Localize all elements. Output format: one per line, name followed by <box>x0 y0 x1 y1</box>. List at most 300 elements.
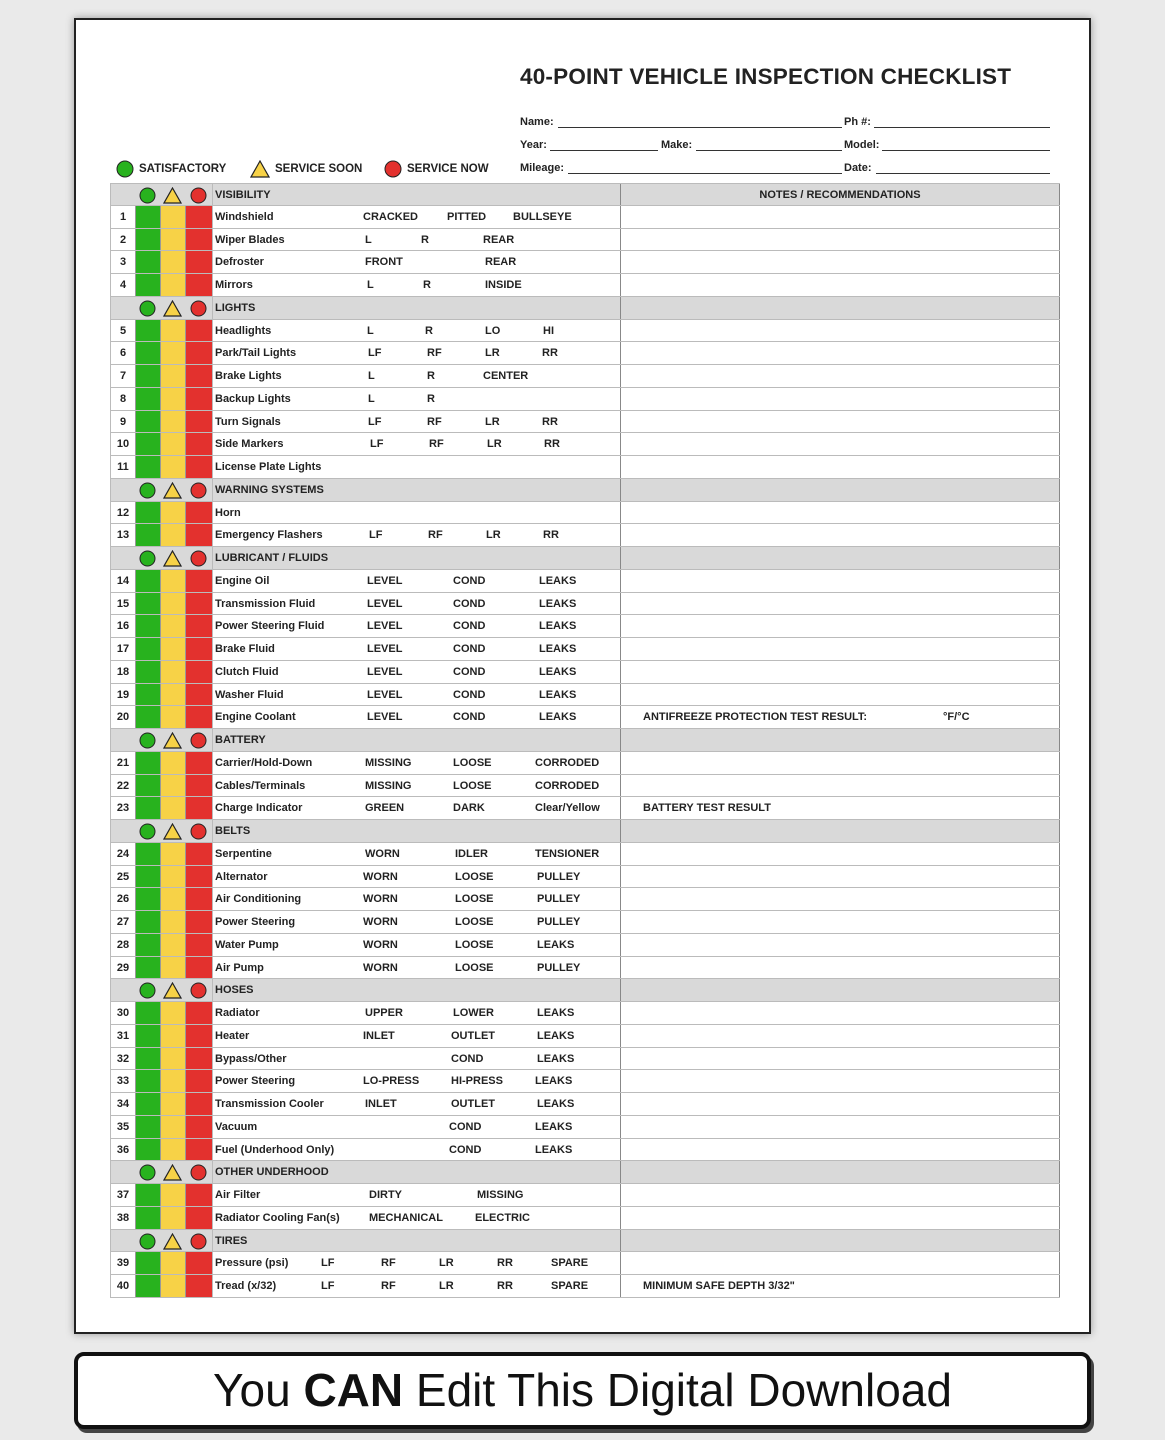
option-label[interactable]: LEAKS <box>537 1098 575 1110</box>
option-label[interactable]: LEVEL <box>367 574 403 587</box>
service-soon-check[interactable] <box>160 934 185 956</box>
service-now-check[interactable] <box>185 615 212 637</box>
notes-cell[interactable] <box>620 1207 1060 1229</box>
service-now-check[interactable] <box>185 775 212 797</box>
option-label[interactable]: L <box>367 324 374 337</box>
make-field[interactable] <box>696 150 842 151</box>
service-soon-check[interactable] <box>160 866 185 888</box>
service-now-check[interactable] <box>185 1048 212 1070</box>
option-label[interactable]: BULLSEYE <box>513 210 572 223</box>
notes-cell[interactable] <box>620 274 1060 296</box>
option-label[interactable]: WORN <box>363 938 398 951</box>
service-soon-check[interactable] <box>160 888 185 910</box>
option-label[interactable]: L <box>368 370 375 382</box>
option-label[interactable]: FRONT <box>365 256 403 269</box>
option-label[interactable]: CORRODED <box>535 779 600 792</box>
option-label[interactable]: COND <box>451 1052 484 1065</box>
satisfactory-check[interactable] <box>135 229 160 251</box>
option-label[interactable]: COND <box>453 574 486 587</box>
option-label[interactable]: LEAKS <box>535 1120 573 1133</box>
option-label[interactable]: COND <box>449 1120 482 1133</box>
service-soon-check[interactable] <box>160 502 185 524</box>
year-field[interactable] <box>550 150 658 151</box>
green-circle-icon <box>139 1233 156 1250</box>
notes-cell[interactable] <box>620 570 1060 592</box>
service-now-check[interactable] <box>185 911 212 933</box>
option-label[interactable]: MISSING <box>477 1189 524 1201</box>
option-label[interactable]: WORN <box>363 916 398 928</box>
satisfactory-check[interactable] <box>135 1093 160 1115</box>
option-label[interactable]: PULLEY <box>537 916 581 928</box>
satisfactory-check[interactable] <box>135 1070 160 1092</box>
service-now-check[interactable] <box>185 888 212 910</box>
option-label[interactable]: L <box>368 392 375 405</box>
option-label[interactable]: RF <box>429 438 444 451</box>
option-label[interactable]: OUTLET <box>451 1029 495 1042</box>
satisfactory-check[interactable] <box>135 752 160 774</box>
service-soon-check[interactable] <box>160 1252 185 1274</box>
option-label[interactable]: LOOSE <box>455 916 494 928</box>
option-label[interactable]: WORN <box>363 893 398 906</box>
service-soon-check[interactable] <box>160 775 185 797</box>
option-label[interactable]: LF <box>368 415 382 428</box>
option-label[interactable]: HI-PRESS <box>451 1075 503 1088</box>
notes-cell[interactable] <box>620 866 1060 888</box>
satisfactory-check[interactable] <box>135 911 160 933</box>
service-soon-check[interactable] <box>160 229 185 251</box>
satisfactory-check[interactable] <box>135 638 160 660</box>
service-now-check[interactable] <box>185 1025 212 1047</box>
notes-cell[interactable] <box>620 957 1060 979</box>
notes-cell[interactable] <box>620 524 1060 546</box>
option-label[interactable]: R <box>425 324 433 337</box>
mileage-field[interactable] <box>568 173 842 174</box>
option-label[interactable]: MECHANICAL <box>369 1211 443 1224</box>
option-label[interactable]: R <box>421 233 429 246</box>
option-label[interactable]: COND <box>449 1143 482 1156</box>
service-soon-check[interactable] <box>160 661 185 683</box>
service-soon-check[interactable] <box>160 1070 185 1092</box>
service-soon-check[interactable] <box>160 524 185 546</box>
option-label[interactable]: LEAKS <box>535 1143 573 1156</box>
notes-cell[interactable] <box>620 934 1060 956</box>
option-label[interactable]: RF <box>427 415 442 428</box>
option-label[interactable]: R <box>423 279 431 291</box>
option-label[interactable]: LOOSE <box>453 779 492 792</box>
option-label[interactable]: MISSING <box>365 779 412 792</box>
notes-cell[interactable] <box>620 251 1060 273</box>
satisfactory-check[interactable] <box>135 775 160 797</box>
option-label[interactable]: R <box>427 392 435 405</box>
satisfactory-check[interactable] <box>135 866 160 888</box>
satisfactory-check[interactable] <box>135 365 160 387</box>
option-label[interactable]: LOOSE <box>453 756 492 769</box>
service-soon-check[interactable] <box>160 274 185 296</box>
item-name: Transmission Fluid <box>215 597 316 610</box>
option-label[interactable]: LR <box>439 1280 454 1292</box>
option-label[interactable]: RR <box>497 1257 513 1270</box>
notes-cell[interactable] <box>620 206 1060 228</box>
satisfactory-check[interactable] <box>135 388 160 410</box>
option-label[interactable]: REAR <box>483 233 515 246</box>
notes-cell[interactable] <box>620 433 1060 455</box>
service-soon-check[interactable] <box>160 1275 185 1297</box>
option-label[interactable]: COND <box>453 665 486 678</box>
satisfactory-check[interactable] <box>135 706 160 728</box>
service-now-check[interactable] <box>185 570 212 592</box>
notes-cell[interactable] <box>620 502 1060 524</box>
service-soon-check[interactable] <box>160 706 185 728</box>
option-label[interactable]: RF <box>428 529 443 542</box>
phone-field[interactable] <box>874 127 1050 128</box>
service-soon-check[interactable] <box>160 1048 185 1070</box>
option-label[interactable]: L <box>365 233 372 246</box>
service-now-check[interactable] <box>185 1275 212 1297</box>
notes-cell[interactable] <box>620 1070 1060 1092</box>
option-label[interactable]: INLET <box>365 1098 397 1110</box>
service-now-check[interactable] <box>185 502 212 524</box>
service-now-check[interactable] <box>185 251 212 273</box>
option-label[interactable]: HI <box>543 324 554 337</box>
option-label[interactable]: LEAKS <box>539 665 577 678</box>
option-label[interactable]: LEVEL <box>367 620 403 633</box>
notes-cell[interactable] <box>620 229 1060 251</box>
notes-cell[interactable] <box>620 797 1060 819</box>
item-number: 20 <box>110 706 135 728</box>
service-now-check[interactable] <box>185 411 212 433</box>
satisfactory-check[interactable] <box>135 570 160 592</box>
service-soon-check[interactable] <box>160 638 185 660</box>
satisfactory-check[interactable] <box>135 411 160 433</box>
satisfactory-check[interactable] <box>135 843 160 865</box>
service-soon-check[interactable] <box>160 957 185 979</box>
service-soon-check[interactable] <box>160 797 185 819</box>
service-now-check[interactable] <box>185 752 212 774</box>
satisfactory-check[interactable] <box>135 251 160 273</box>
service-now-check[interactable] <box>185 320 212 342</box>
option-label[interactable]: R <box>427 370 435 382</box>
option-label[interactable]: CENTER <box>483 370 529 382</box>
service-now-check[interactable] <box>185 229 212 251</box>
item-name: Turn Signals <box>215 415 281 428</box>
satisfactory-check[interactable] <box>135 684 160 706</box>
service-now-check[interactable] <box>185 934 212 956</box>
service-soon-check[interactable] <box>160 251 185 273</box>
option-label[interactable]: LOOSE <box>455 938 494 951</box>
service-soon-check[interactable] <box>160 388 185 410</box>
service-soon-check[interactable] <box>160 433 185 455</box>
option-label[interactable]: LEAKS <box>539 574 577 587</box>
notes-cell[interactable] <box>620 684 1060 706</box>
notes-cell <box>620 1161 1060 1183</box>
option-label[interactable]: LR <box>485 347 500 360</box>
service-soon-check[interactable] <box>160 1025 185 1047</box>
option-label[interactable]: LF <box>321 1280 335 1292</box>
option-label[interactable]: LOOSE <box>455 961 494 974</box>
service-soon-check[interactable] <box>160 1184 185 1206</box>
satisfactory-check[interactable] <box>135 1207 160 1229</box>
option-label[interactable]: WORN <box>363 961 398 974</box>
service-now-check[interactable] <box>185 684 212 706</box>
notes-cell[interactable] <box>620 706 1060 728</box>
satisfactory-check[interactable] <box>135 206 160 228</box>
notes-cell[interactable] <box>620 1048 1060 1070</box>
option-label[interactable]: LEAKS <box>535 1075 573 1088</box>
notes-cell[interactable] <box>620 1093 1060 1115</box>
checklist-row <box>110 502 1060 525</box>
service-now-check[interactable] <box>185 1139 212 1161</box>
service-soon-check[interactable] <box>160 1139 185 1161</box>
notes-cell[interactable] <box>620 1184 1060 1206</box>
option-label[interactable]: LF <box>368 347 382 360</box>
service-now-check[interactable] <box>185 1093 212 1115</box>
option-label[interactable]: LF <box>369 529 383 542</box>
service-now-check[interactable] <box>185 1207 212 1229</box>
notes-cell[interactable] <box>620 615 1060 637</box>
option-label[interactable]: LEVEL <box>367 688 403 701</box>
date-field[interactable] <box>876 173 1050 174</box>
satisfactory-check[interactable] <box>135 342 160 364</box>
satisfactory-check[interactable] <box>135 888 160 910</box>
option-label[interactable]: TENSIONER <box>535 847 600 860</box>
option-label[interactable]: REAR <box>485 256 517 269</box>
option-label[interactable]: LEAKS <box>539 711 577 724</box>
option-label[interactable]: RR <box>542 415 558 428</box>
satisfactory-check[interactable] <box>135 433 160 455</box>
option-label[interactable]: RR <box>543 529 559 542</box>
option-label[interactable]: UPPER <box>365 1007 403 1019</box>
option-label[interactable]: COND <box>453 688 486 701</box>
option-label[interactable]: RF <box>427 347 442 360</box>
satisfactory-check[interactable] <box>135 957 160 979</box>
option-label[interactable]: RF <box>381 1280 396 1292</box>
option-label[interactable]: LR <box>487 438 502 451</box>
service-now-check[interactable] <box>185 797 212 819</box>
option-label[interactable]: LOOSE <box>455 893 494 906</box>
service-now-check[interactable] <box>185 1252 212 1274</box>
satisfactory-check[interactable] <box>135 456 160 478</box>
notes-cell[interactable] <box>620 661 1060 683</box>
item-number: 13 <box>110 524 135 546</box>
item-name: Tread (x/32) <box>215 1280 277 1292</box>
option-label[interactable]: IDLER <box>455 847 488 860</box>
option-label[interactable]: DIRTY <box>369 1189 402 1201</box>
notes-cell[interactable] <box>620 888 1060 910</box>
service-soon-check[interactable] <box>160 1002 185 1024</box>
service-soon-check[interactable] <box>160 1116 185 1138</box>
service-now-check[interactable] <box>185 524 212 546</box>
satisfactory-check[interactable] <box>135 320 160 342</box>
notes-cell[interactable] <box>620 911 1060 933</box>
item-cell <box>212 502 620 524</box>
item-number: 37 <box>110 1184 135 1206</box>
notes-cell[interactable] <box>620 638 1060 660</box>
notes-cell[interactable] <box>620 1275 1060 1297</box>
service-now-check[interactable] <box>185 1116 212 1138</box>
option-label[interactable]: LEVEL <box>367 597 403 610</box>
service-now-check[interactable] <box>185 456 212 478</box>
satisfactory-check[interactable] <box>135 1048 160 1070</box>
option-label[interactable]: LEAKS <box>537 1029 575 1042</box>
option-label[interactable]: LEAKS <box>537 1007 575 1019</box>
service-now-check[interactable] <box>185 206 212 228</box>
notes-cell[interactable] <box>620 342 1060 364</box>
service-soon-check[interactable] <box>160 911 185 933</box>
notes-cell[interactable] <box>620 456 1060 478</box>
option-label[interactable]: LEAKS <box>539 597 577 610</box>
option-label[interactable]: COND <box>453 620 486 633</box>
option-label[interactable]: GREEN <box>365 802 405 815</box>
notes-cell[interactable] <box>620 843 1060 865</box>
notes-cell[interactable] <box>620 593 1060 615</box>
service-now-check[interactable] <box>185 365 212 387</box>
service-now-check[interactable] <box>185 1184 212 1206</box>
service-now-check[interactable] <box>185 706 212 728</box>
service-now-check[interactable] <box>185 388 212 410</box>
option-label[interactable]: WORN <box>365 847 400 860</box>
option-label[interactable]: WORN <box>363 870 398 883</box>
notes-cell[interactable] <box>620 388 1060 410</box>
satisfactory-check[interactable] <box>135 1275 160 1297</box>
option-label[interactable]: LEAKS <box>537 1052 575 1065</box>
option-label[interactable]: LO-PRESS <box>363 1075 420 1088</box>
option-label[interactable]: LEVEL <box>367 643 403 655</box>
option-label[interactable]: LEAKS <box>539 643 577 655</box>
option-label[interactable]: CRACKED <box>363 210 418 223</box>
service-soon-check[interactable] <box>160 411 185 433</box>
notes-cell[interactable] <box>620 775 1060 797</box>
service-soon-check[interactable] <box>160 843 185 865</box>
option-label[interactable]: LR <box>485 415 500 428</box>
option-label[interactable]: COND <box>453 597 486 610</box>
option-label[interactable]: LR <box>439 1257 454 1270</box>
option-label[interactable]: LOOSE <box>455 870 494 883</box>
satisfactory-check[interactable] <box>135 615 160 637</box>
name-field[interactable] <box>558 127 842 128</box>
notes-cell[interactable] <box>620 1252 1060 1274</box>
service-now-check[interactable] <box>185 433 212 455</box>
option-label[interactable]: OUTLET <box>451 1098 495 1110</box>
option-label[interactable]: ELECTRIC <box>475 1211 530 1224</box>
option-label[interactable]: CORRODED <box>535 756 600 769</box>
option-label[interactable]: INSIDE <box>485 279 522 291</box>
option-label[interactable]: RR <box>497 1280 513 1292</box>
option-label[interactable]: COND <box>453 643 486 655</box>
option-label[interactable]: PITTED <box>447 210 487 223</box>
service-soon-check[interactable] <box>160 365 185 387</box>
satisfactory-check[interactable] <box>135 1116 160 1138</box>
option-label[interactable]: L <box>367 279 374 291</box>
notes-cell[interactable] <box>620 752 1060 774</box>
option-label[interactable]: LF <box>321 1257 335 1270</box>
option-label[interactable]: PULLEY <box>537 870 581 883</box>
service-soon-check[interactable] <box>160 206 185 228</box>
service-soon-check[interactable] <box>160 320 185 342</box>
option-label[interactable]: DARK <box>453 802 485 815</box>
notes-cell[interactable] <box>620 320 1060 342</box>
num-cell <box>110 479 135 501</box>
satisfactory-check[interactable] <box>135 1025 160 1047</box>
service-soon-check[interactable] <box>160 752 185 774</box>
service-soon-check[interactable] <box>160 615 185 637</box>
option-label[interactable]: LEAKS <box>537 938 575 951</box>
option-label[interactable]: COND <box>453 711 486 724</box>
option-label[interactable]: PULLEY <box>537 961 581 974</box>
option-label[interactable]: SPARE <box>551 1280 589 1292</box>
satisfactory-check[interactable] <box>135 1184 160 1206</box>
checklist-row <box>110 320 1060 343</box>
option-label[interactable]: Clear/Yellow <box>535 802 600 815</box>
satisfactory-check[interactable] <box>135 1139 160 1161</box>
service-now-check[interactable] <box>185 661 212 683</box>
satisfactory-check[interactable] <box>135 502 160 524</box>
section-cell <box>212 979 620 1001</box>
service-soon-check[interactable] <box>160 1093 185 1115</box>
service-now-check[interactable] <box>185 274 212 296</box>
satisfactory-check[interactable] <box>135 1002 160 1024</box>
notes-cell[interactable] <box>620 1025 1060 1047</box>
option-label[interactable]: LEVEL <box>367 711 403 724</box>
notes-cell[interactable] <box>620 1116 1060 1138</box>
service-soon-check[interactable] <box>160 593 185 615</box>
option-label[interactable]: RF <box>381 1257 396 1270</box>
item-name: Wiper Blades <box>215 233 285 246</box>
service-now-check[interactable] <box>185 593 212 615</box>
option-label[interactable]: LR <box>486 529 501 542</box>
satisfactory-check[interactable] <box>135 524 160 546</box>
service-now-check[interactable] <box>185 866 212 888</box>
option-label[interactable]: RR <box>544 438 560 451</box>
service-now-check[interactable] <box>185 957 212 979</box>
service-now-check[interactable] <box>185 843 212 865</box>
option-label[interactable]: LOWER <box>453 1007 494 1019</box>
satisfactory-check[interactable] <box>135 934 160 956</box>
service-soon-check[interactable] <box>160 570 185 592</box>
notes-cell[interactable] <box>620 1139 1060 1161</box>
option-label[interactable]: LEAKS <box>539 620 577 633</box>
notes-cell[interactable] <box>620 1002 1060 1024</box>
option-label[interactable]: INLET <box>363 1029 395 1042</box>
service-now-check[interactable] <box>185 342 212 364</box>
notes-cell[interactable] <box>620 365 1060 387</box>
option-label[interactable]: LF <box>370 438 384 451</box>
option-label[interactable]: LEAKS <box>539 688 577 701</box>
satisfactory-check[interactable] <box>135 797 160 819</box>
satisfactory-check[interactable] <box>135 1252 160 1274</box>
section-header <box>110 547 1060 570</box>
service-soon-check[interactable] <box>160 1207 185 1229</box>
model-field[interactable] <box>882 150 1050 151</box>
option-label[interactable]: MISSING <box>365 756 412 769</box>
item-name: Fuel (Underhood Only) <box>215 1143 335 1156</box>
service-soon-check[interactable] <box>160 684 185 706</box>
satisfactory-check[interactable] <box>135 593 160 615</box>
satisfactory-check[interactable] <box>135 274 160 296</box>
service-soon-check[interactable] <box>160 456 185 478</box>
option-label[interactable]: SPARE <box>551 1257 589 1270</box>
option-label[interactable]: RR <box>542 347 558 360</box>
service-now-check[interactable] <box>185 638 212 660</box>
service-now-check[interactable] <box>185 1002 212 1024</box>
service-now-check[interactable] <box>185 1070 212 1092</box>
satisfactory-check[interactable] <box>135 661 160 683</box>
option-label[interactable]: LO <box>485 324 501 337</box>
option-label[interactable]: LEVEL <box>367 665 403 678</box>
item-number: 27 <box>110 911 135 933</box>
notes-cell[interactable] <box>620 411 1060 433</box>
service-soon-check[interactable] <box>160 342 185 364</box>
option-label[interactable]: PULLEY <box>537 893 581 906</box>
